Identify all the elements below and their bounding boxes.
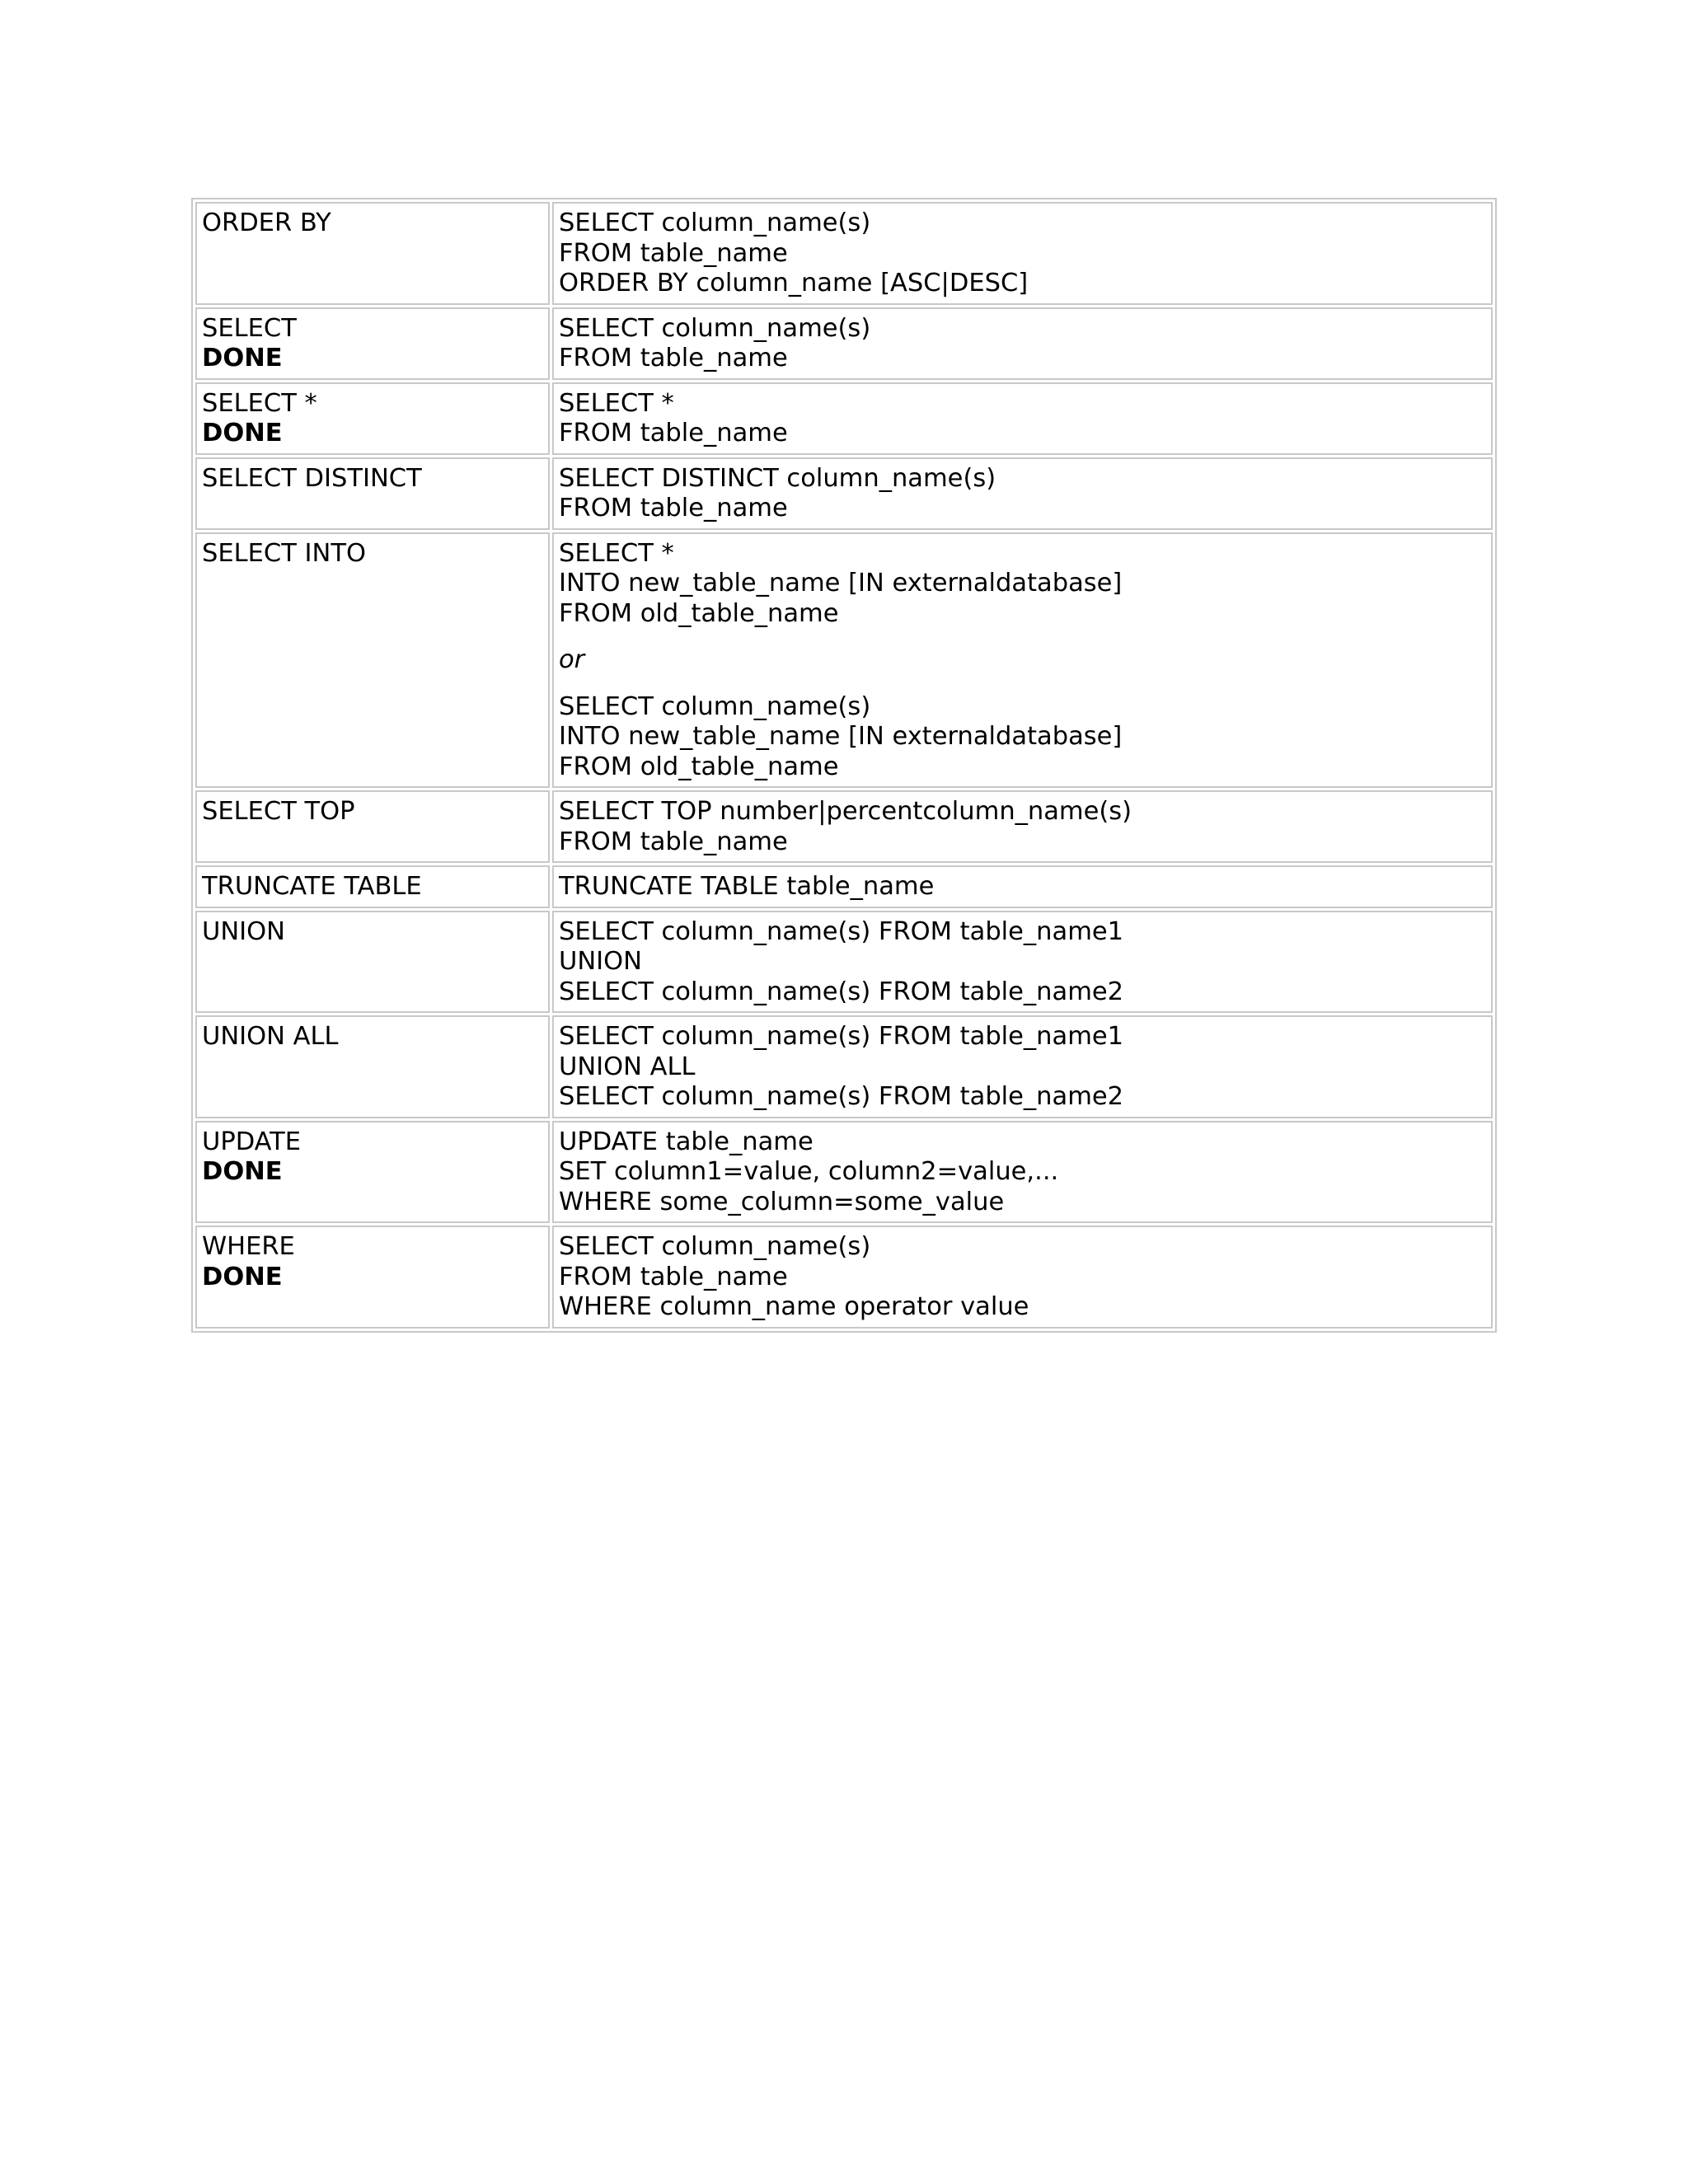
syntax-line: WHERE some_column=some_value — [559, 1187, 1005, 1216]
syntax-cell — [552, 457, 1493, 530]
syntax-cell — [552, 911, 1493, 1014]
syntax-line: ORDER BY column_name [ASC|DESC] — [559, 269, 1029, 298]
command-cell — [195, 202, 550, 305]
syntax-line: SELECT column_name(s) FROM table_name1 — [559, 1022, 1124, 1051]
syntax-line: SELECT column_name(s) FROM table_name2 — [559, 977, 1124, 1006]
syntax-cell — [552, 202, 1493, 305]
table-row — [195, 865, 1493, 908]
syntax-line: FROM table_name — [559, 238, 788, 268]
command-cell — [195, 382, 550, 455]
command-name: TRUNCATE TABLE — [202, 872, 422, 901]
syntax-line: SELECT column_name(s) — [559, 313, 871, 343]
syntax-cell — [552, 1226, 1493, 1329]
done-marker: DONE — [202, 344, 283, 373]
table-row — [195, 532, 1493, 789]
table-row — [195, 457, 1493, 530]
syntax-line: FROM table_name — [559, 827, 788, 856]
syntax-cell — [552, 532, 1493, 789]
table-row — [195, 1015, 1493, 1118]
syntax-line: FROM old_table_name — [559, 598, 839, 628]
command-name: WHERE — [202, 1232, 295, 1261]
command-cell — [195, 790, 550, 863]
command-name: SELECT DISTINCT — [202, 463, 422, 493]
command-name: SELECT INTO — [202, 538, 366, 568]
syntax-line: TRUNCATE TABLE table_name — [559, 872, 935, 901]
syntax-line: SELECT TOP number|percentcolumn_name(s) — [559, 797, 1132, 826]
syntax-line: SELECT * — [559, 388, 674, 418]
command-name: SELECT * — [202, 388, 317, 418]
command-cell — [195, 532, 550, 789]
syntax-line: INTO new_table_name [IN externaldatabase] — [559, 722, 1123, 751]
command-cell — [195, 1226, 550, 1329]
command-name: SELECT — [202, 313, 297, 343]
command-name: SELECT TOP — [202, 797, 355, 826]
command-name: UNION ALL — [202, 1022, 339, 1051]
command-cell — [195, 307, 550, 380]
command-cell — [195, 1015, 550, 1118]
command-cell — [195, 865, 550, 908]
table-row — [195, 307, 1493, 380]
table-row — [195, 1121, 1493, 1224]
table-row — [195, 1226, 1493, 1329]
done-marker: DONE — [202, 1157, 283, 1186]
command-name: UPDATE — [202, 1127, 302, 1156]
command-name: UNION — [202, 916, 285, 946]
syntax-cell — [552, 382, 1493, 455]
syntax-line: UNION ALL — [559, 1052, 696, 1081]
command-cell — [195, 1121, 550, 1224]
syntax-line: SELECT * — [559, 538, 674, 568]
syntax-line: SELECT column_name(s) — [559, 1232, 871, 1261]
syntax-line: FROM old_table_name — [559, 752, 839, 781]
table-row — [195, 911, 1493, 1014]
syntax-line: UNION — [559, 947, 642, 976]
command-name: ORDER BY — [202, 209, 331, 237]
command-cell — [195, 911, 550, 1014]
or-separator: or — [559, 645, 585, 674]
syntax-line: SELECT column_name(s) — [559, 209, 871, 237]
syntax-cell — [552, 790, 1493, 863]
syntax-line: SET column1=value, column2=value,... — [559, 1157, 1059, 1186]
syntax-line: SELECT DISTINCT column_name(s) — [559, 463, 996, 493]
syntax-cell — [552, 1121, 1493, 1224]
syntax-line: UPDATE table_name — [559, 1127, 814, 1156]
command-cell — [195, 457, 550, 530]
syntax-line: SELECT column_name(s) FROM table_name1 — [559, 916, 1124, 946]
syntax-cell — [552, 1015, 1493, 1118]
sql-reference-table — [191, 198, 1497, 1333]
syntax-cell — [552, 307, 1493, 380]
syntax-line: WHERE column_name operator value — [559, 1292, 1029, 1321]
syntax-line: SELECT column_name(s) FROM table_name2 — [559, 1082, 1124, 1111]
done-marker: DONE — [202, 419, 283, 448]
table-row — [195, 382, 1493, 455]
syntax-line: SELECT column_name(s) — [559, 691, 871, 721]
syntax-line: INTO new_table_name [IN externaldatabase] — [559, 569, 1123, 598]
table-row — [195, 202, 1493, 305]
syntax-line: FROM table_name — [559, 1262, 788, 1291]
done-marker: DONE — [202, 1262, 283, 1291]
syntax-cell — [552, 865, 1493, 908]
syntax-line: FROM table_name — [559, 344, 788, 373]
table-row — [195, 790, 1493, 863]
syntax-line: FROM table_name — [559, 494, 788, 523]
syntax-line: FROM table_name — [559, 419, 788, 448]
